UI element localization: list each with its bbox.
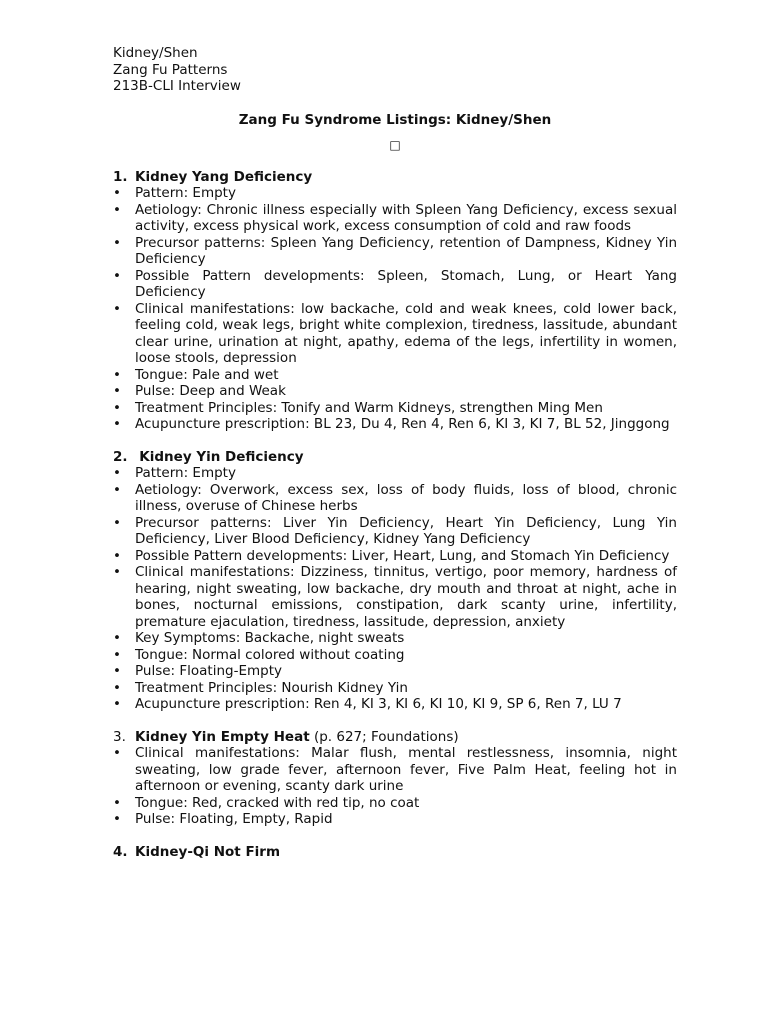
- bullet-item: • Tongue: Pale and wet: [113, 367, 677, 384]
- bullet-item: • Treatment Principles: Tonify and Warm Kidneys, strengthen Ming Men: [113, 400, 677, 417]
- document-title: Zang Fu Syndrome Listings: Kidney/Shen: [238, 111, 552, 128]
- section-bullet-list: [113, 465, 677, 713]
- section-name: Kidney Yang Deficiency: [135, 168, 313, 185]
- section-heading: [113, 729, 677, 746]
- section-number: 3.: [113, 728, 126, 745]
- bullet-item: • Pulse: Deep and Weak: [113, 383, 677, 400]
- bullet-item: • Precursor patterns: Liver Yin Deficiency, Heart Yin Deficiency, Lung Yin Deficiency, Liver Blood Deficiency, Kidney Yang Deficiency: [113, 515, 677, 548]
- bullet-item: • Clinical manifestations: low backache, cold and weak knees, cold lower back, feeling cold, weak legs, bright white complexion, tiredness, lassitude, abundant clear urine, urination at night, apathy, edema of the legs, infertility in women, loose stools, depression: [113, 301, 677, 367]
- section-name: Kidney Yin Deficiency: [139, 448, 304, 465]
- bullet-item: • Clinical manifestations: Malar flush, mental restlessness, insomnia, night sweating, low grade fever, afternoon fever, Five Palm Heat, feeling hot in afternoon or evening, scanty dark urine: [113, 745, 677, 795]
- bullet-item: • Possible Pattern developments: Liver, Heart, Lung, and Stomach Yin Deficiency: [113, 548, 677, 565]
- syndrome-sections: [113, 169, 677, 861]
- document-header: [113, 45, 677, 95]
- bullet-item: • Acupuncture prescription: Ren 4, KI 3, KI 6, KI 10, KI 9, SP 6, Ren 7, LU 7: [113, 696, 677, 713]
- bullet-item: • Clinical manifestations: Dizziness, tinnitus, vertigo, poor memory, hardness of hearing, night sweating, low backache, dry mouth and throat at night, ache in bones, nocturnal emissions, constipation, dark scanty urine, infertility, premature ejaculation, tiredness, lassitude, depression, anxiety: [113, 564, 677, 630]
- bullet-item: • Key Symptoms: Backache, night sweats: [113, 630, 677, 647]
- syndrome-section: [113, 844, 677, 861]
- section-heading: [113, 844, 677, 861]
- placeholder-glyph: □: [389, 138, 401, 152]
- section-number: 4.: [113, 843, 128, 860]
- syndrome-section: [113, 169, 677, 433]
- bullet-item: • Pulse: Floating-Empty: [113, 663, 677, 680]
- bullet-item: • Aetiology: Overwork, excess sex, loss of body fluids, loss of blood, chronic illness, overuse of Chinese herbs: [113, 482, 677, 515]
- section-number: 1.: [113, 168, 128, 185]
- bullet-item: • Tongue: Red, cracked with red tip, no coat: [113, 795, 677, 812]
- bullet-item: • Acupuncture prescription: BL 23, Du 4, Ren 4, Ren 6, KI 3, KI 7, BL 52, Jinggong: [113, 416, 677, 433]
- header-line-2: Zang Fu Patterns: [113, 61, 228, 78]
- section-name: Kidney-Qi Not Firm: [135, 843, 281, 860]
- syndrome-section: [113, 729, 677, 828]
- section-heading: [113, 449, 677, 466]
- bullet-item: • Tongue: Normal colored without coating: [113, 647, 677, 664]
- syndrome-section: [113, 449, 677, 713]
- bullet-item: • Treatment Principles: Nourish Kidney Yin: [113, 680, 677, 697]
- bullet-item: • Possible Pattern developments: Spleen, Stomach, Lung, or Heart Yang Deficiency: [113, 268, 677, 301]
- bullet-item: • Pattern: Empty: [113, 185, 677, 202]
- section-name: Kidney Yin Empty Heat: [135, 728, 310, 745]
- header-line-3: 213B-CLI Interview: [113, 78, 241, 94]
- section-number: 2.: [113, 448, 128, 465]
- section-bullet-list: [113, 745, 677, 828]
- section-reference: (p. 627; Foundations): [309, 728, 459, 745]
- bullet-item: • Pulse: Floating, Empty, Rapid: [113, 811, 677, 828]
- bullet-item: • Aetiology: Chronic illness especially with Spleen Yang Deficiency, excess sexual activity, excess physical work, excess consumption of cold and raw foods: [113, 202, 677, 235]
- bullet-item: • Pattern: Empty: [113, 465, 677, 482]
- section-bullet-list: [113, 185, 677, 433]
- section-heading: [113, 169, 677, 186]
- header-line-1: Kidney/Shen: [113, 45, 198, 61]
- bullet-item: • Precursor patterns: Spleen Yang Deficiency, retention of Dampness, Kidney Yin Deficiency: [113, 235, 677, 268]
- document-page: [113, 45, 677, 860]
